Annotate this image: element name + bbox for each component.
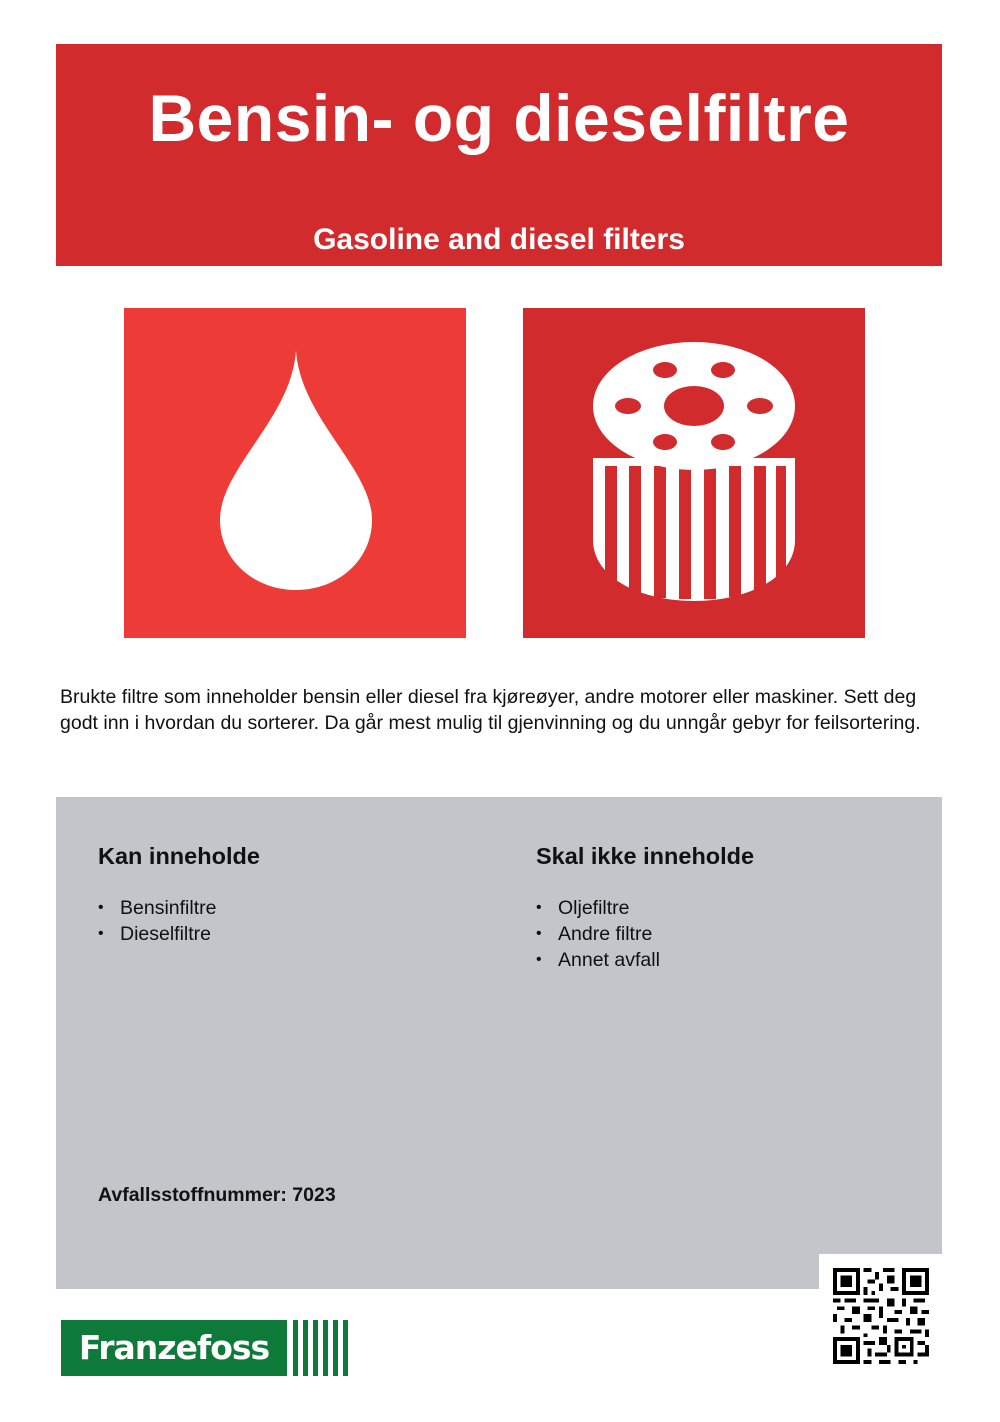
description-text: Brukte filtre som inneholder bensin eller diesel fra kjøreøyer, andre motorer eller maskiner. Sett deg godt inn i hvordan du sorterer. Da går mest mulig til gjenvinning og du unngår gebyr for feilsortering.	[60, 686, 921, 734]
page-subtitle: Gasoline and diesel filters	[313, 223, 685, 256]
logo-bar	[293, 1320, 298, 1376]
drop-icon-tile	[124, 308, 466, 638]
can-contain-section	[98, 841, 260, 947]
sorting-info-panel	[56, 797, 942, 1289]
page-title: Bensin- og dieselfiltre	[148, 81, 850, 155]
logo-bar	[333, 1320, 338, 1376]
drop-icon	[124, 308, 466, 638]
header-banner	[56, 44, 942, 266]
list-item: • Bensinfiltre	[98, 897, 217, 919]
filter-icon-tile	[523, 308, 865, 638]
can-contain-list	[98, 895, 260, 947]
list-item: • Dieselfiltre	[98, 923, 212, 945]
list-item: • Annet avfall	[536, 949, 660, 971]
waste-number: Avfallsstoffnummer: 7023	[98, 1184, 336, 1206]
logo-bar	[303, 1320, 308, 1376]
list-item: • Oljefiltre	[536, 897, 630, 919]
qr-code-icon	[833, 1268, 929, 1364]
must-not-contain-list	[536, 895, 754, 973]
logo-bar	[313, 1320, 318, 1376]
filter-icon	[523, 308, 865, 638]
list-item: • Andre filtre	[536, 923, 653, 945]
can-contain-heading: Kan inneholde	[98, 843, 260, 869]
qr-code[interactable]	[819, 1254, 943, 1378]
logo-bar	[323, 1320, 328, 1376]
must-not-contain-section	[536, 841, 754, 973]
must-not-contain-heading: Skal ikke inneholde	[536, 843, 755, 869]
logo-bar	[343, 1320, 348, 1376]
franzefoss-logo	[61, 1320, 351, 1376]
logo-text: Franzefoss	[78, 1328, 270, 1367]
